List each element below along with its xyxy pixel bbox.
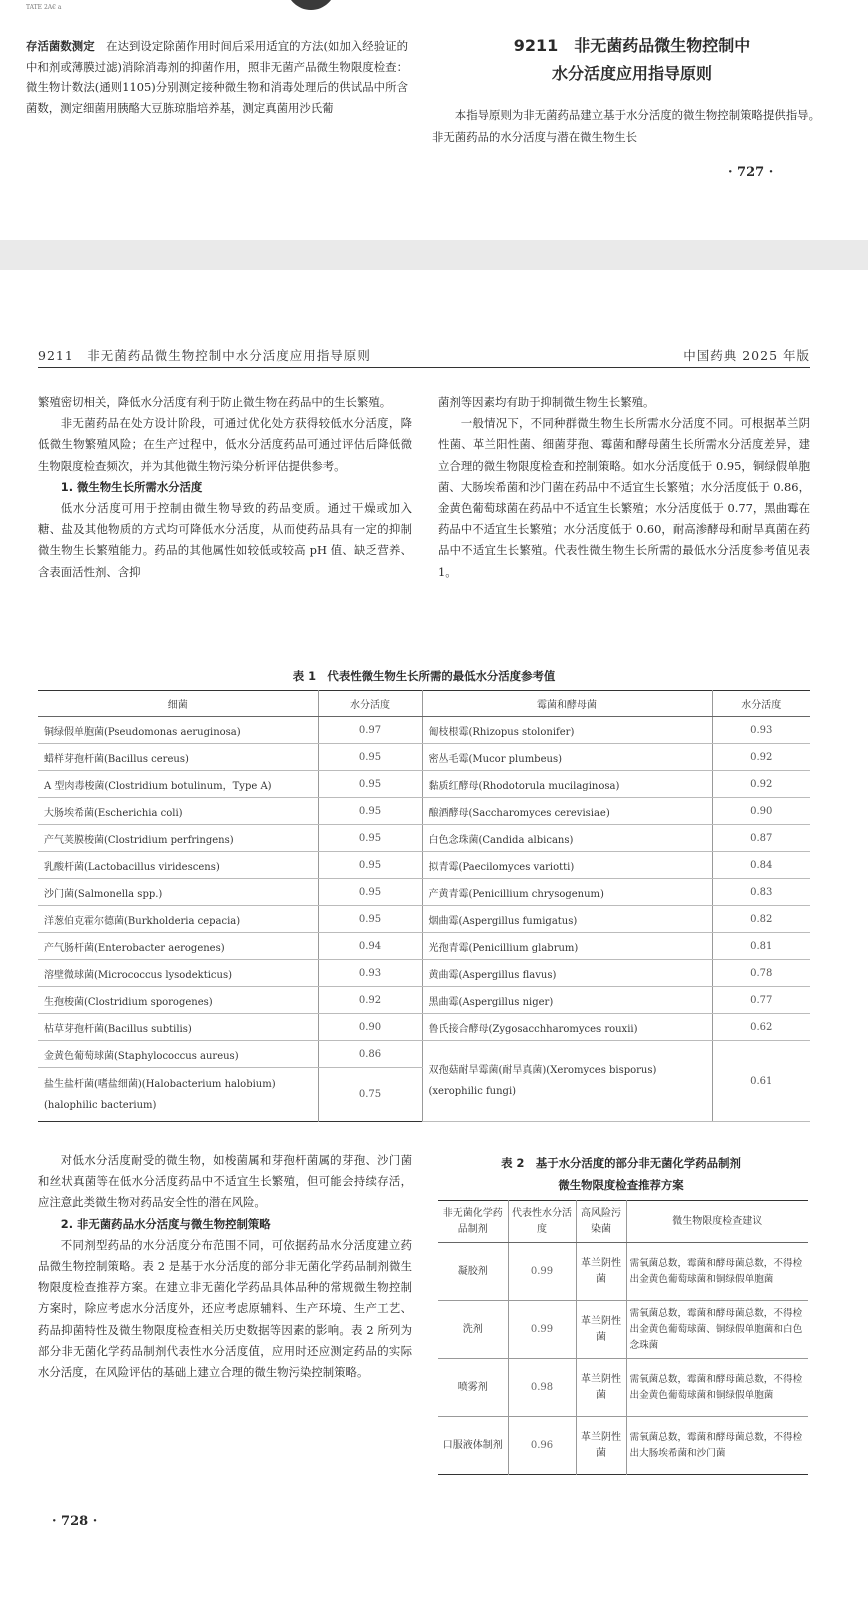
table-row [38, 771, 810, 798]
aw-cell: 0.77 [712, 987, 810, 1014]
test-advice-cell: 需氧菌总数，霉菌和酵母菌总数，不得检出金黄色葡萄球菌和铜绿假单胞菌 [626, 1243, 808, 1301]
bacteria-cell: 盐生盐杆菌(嗜盐细菌)(Halobacterium halobium)(halophilic bacterium) [44, 1078, 276, 1111]
aw-cell: 0.75 [318, 1068, 422, 1122]
column-header: 代表性水分活度 [508, 1201, 576, 1243]
table-row [38, 825, 810, 852]
table-row [438, 1301, 808, 1359]
paragraph: 低水分活度可用于控制由微生物导致的药品变质。通过干燥或加入糖、盐及其他物质的方式均可降低水分活度，从而使药品具有一定的抑制微生物生长繁殖能力。药品的其他属性如较低或较高 pH 值、缺乏营养、含表面活性剂、含抑 [38, 501, 412, 579]
table-row [38, 852, 810, 879]
table-1 [38, 690, 810, 1122]
test-advice-cell: 需氧菌总数，霉菌和酵母菌总数，不得检出金黄色葡萄球菌、铜绿假单胞菌和白色念珠菌 [626, 1301, 808, 1359]
aw-cell: 0.90 [712, 798, 810, 825]
fungi-cell: 黄曲霉(Aspergillus flavus) [422, 960, 712, 987]
page-gap [0, 240, 868, 270]
table-1-body [38, 717, 810, 1122]
aw-cell: 0.95 [318, 798, 422, 825]
table-header-row [438, 1201, 808, 1243]
aw-cell: 0.97 [318, 717, 422, 744]
paragraph: 菌剂等因素均有助于抑制微生物生长繁殖。 [438, 395, 655, 409]
dosage-form-cell: 喷雾剂 [438, 1359, 508, 1417]
survival-count-paragraph [26, 36, 408, 118]
bacteria-cell: 溶壁微球菌(Micrococcus lysodekticus) [38, 960, 318, 987]
bacteria-cell: 乳酸杆菌(Lactobacillus viridescens) [38, 852, 318, 879]
aw-cell: 0.95 [318, 852, 422, 879]
aw-cell: 0.95 [318, 906, 422, 933]
page-number: · 728 · [52, 1514, 98, 1529]
left-column-upper [38, 392, 412, 583]
table-row [38, 879, 810, 906]
table-row [438, 1417, 808, 1475]
page-number: · 727 · [728, 165, 774, 180]
table-row [38, 906, 810, 933]
table-row [438, 1359, 808, 1417]
aw-cell: 0.82 [712, 906, 810, 933]
bacteria-cell: 生孢梭菌(Clostridium sporogenes) [38, 987, 318, 1014]
aw-cell: 0.90 [318, 1014, 422, 1041]
aw-cell: 0.92 [712, 771, 810, 798]
aw-cell: 0.94 [318, 933, 422, 960]
bacteria-cell: 大肠埃希菌(Escherichia coli) [38, 798, 318, 825]
table-2-body [438, 1243, 808, 1475]
table-row [38, 960, 810, 987]
risk-organism-cell: 革兰阴性菌 [576, 1359, 626, 1417]
aw-cell: 0.96 [508, 1417, 576, 1475]
fungi-cell: 烟曲霉(Aspergillus fumigatus) [422, 906, 712, 933]
risk-organism-cell: 革兰阴性菌 [576, 1301, 626, 1359]
title-line-1: 9211 非无菌药品微生物控制中 [513, 36, 751, 55]
aw-cell: 0.81 [712, 933, 810, 960]
section-title [432, 32, 832, 88]
title-line-2: 水分活度应用指导原则 [551, 64, 712, 83]
paragraph: 一般情况下，不同种群微生物生长所需水分活度不同。可根据革兰阴性菌、革兰阳性菌、细菌芽孢、霉菌和酵母菌生长所需水分活度差异，建立合理的微生物限度检查和控制策略。如水分活度低于 0.95，铜绿假单胞菌、大肠埃希菌和沙门菌在药品中不适宜生长繁殖；水分活度低于 0.86，金黄色葡萄球菌在药品中不适宜生长繁殖；水分活度低于 0.77，黑曲霉在药品中不适宜生长繁殖；水分活度低于 0.60，耐高渗酵母和耐旱真菌在药品中不适宜生长繁殖。代表性微生物生长所需的最低水分活度参考值见表 1。 [438, 416, 810, 579]
left-column-lower [38, 1150, 412, 1383]
bacteria-cell: 蜡样芽孢杆菌(Bacillus cereus) [38, 744, 318, 771]
fungi-cell: 黏质红酵母(Rhodotorula mucilaginosa) [422, 771, 712, 798]
aw-cell: 0.87 [712, 825, 810, 852]
aw-cell: 0.93 [712, 717, 810, 744]
bacteria-cell: A 型肉毒梭菌(Clostridium botulinum，Type A) [38, 771, 318, 798]
dosage-form-cell: 凝胶剂 [438, 1243, 508, 1301]
fungi-cell: 光孢青霉(Penicillium glabrum) [422, 933, 712, 960]
table-row [38, 717, 810, 744]
fungi-cell: 双孢菇耐旱霉菌(耐旱真菌)(Xeromyces bisporus)(xerophilic fungi) [422, 1041, 712, 1122]
table-row [38, 987, 810, 1014]
camera-notch [286, 0, 336, 10]
bacteria-cell: 金黄色葡萄球菌(Staphylococcus aureus) [38, 1041, 318, 1068]
paragraph: 非无菌药品在处方设计阶段，可通过优化处方获得较低水分活度，降低微生物繁殖风险；在生产过程中，低水分活度药品可通过评估后降低微生物限度检查频次，并为其他微生物污染分析评估提供参考。 [38, 416, 412, 473]
aw-cell: 0.95 [318, 744, 422, 771]
table-row [38, 933, 810, 960]
section-heading-2: 2. 非无菌药品水分活度与微生物控制策略 [60, 1216, 271, 1231]
fungi-cell: 白色念珠菌(Candida albicans) [422, 825, 712, 852]
paragraph: 繁殖密切相关，降低水分活度有利于防止微生物在药品中的生长繁殖。 [38, 395, 392, 409]
caption-line-1: 表 2 基于水分活度的部分非无菌化学药品制剂 [501, 1156, 741, 1170]
caption-line-2: 微生物限度检查推荐方案 [558, 1178, 684, 1192]
aw-cell: 0.92 [318, 987, 422, 1014]
test-advice-cell: 需氧菌总数，霉菌和酵母菌总数，不得检出金黄色葡萄球菌和铜绿假单胞菌 [626, 1359, 808, 1417]
page-727-fragment [0, 0, 868, 240]
column-header: 非无菌化学药品制剂 [438, 1201, 508, 1243]
bacteria-cell: 铜绿假单胞菌(Pseudomonas aeruginosa) [38, 717, 318, 744]
bacteria-cell: 沙门菌(Salmonella spp.) [38, 879, 318, 906]
aw-cell: 0.93 [318, 960, 422, 987]
fungi-cell: 黑曲霉(Aspergillus niger) [422, 987, 712, 1014]
dosage-form-cell: 洗剂 [438, 1301, 508, 1359]
paragraph: 对低水分活度耐受的微生物，如梭菌属和芽孢杆菌属的芽孢、沙门菌和丝状真菌等在低水分活度药品中不适宜生长繁殖，但可能会持续存活，应注意此类微生物对药品安全性的潜在风险。 [38, 1153, 412, 1210]
column-header: 微生物限度检查建议 [626, 1201, 808, 1243]
aw-cell: 0.62 [712, 1014, 810, 1041]
fungi-cell: 拟青霉(Paecilomyces variotti) [422, 852, 712, 879]
paragraph: 不同剂型药品的水分活度分布范围不同，可依据药品水分活度建立药品微生物控制策略。表 2 是基于水分活度的部分非无菌化学药品制剂微生物限度检查推荐方案。在建立非无菌化学药品具体品种的常规微生物控制方案时，除应考虑水分活度外，还应考虑原辅料、生产环境、生产工艺、药品抑菌特性及微生物限度检查相关历史数据等因素的影响。表 2 所列为部分非无菌化学药品制剂代表性水分活度值，应用时还应测定药品的实际水分活度，在风险评估的基础上建立合理的微生物污染控制策略。 [38, 1237, 412, 1380]
table-row [38, 1041, 810, 1068]
aw-cell: 0.86 [318, 1041, 422, 1068]
aw-cell: 0.95 [318, 825, 422, 852]
aw-cell: 0.99 [508, 1301, 576, 1359]
aw-cell: 0.78 [712, 960, 810, 987]
bacteria-cell: 洋葱伯克霍尔德菌(Burkholderia cepacia) [38, 906, 318, 933]
aw-cell: 0.84 [712, 852, 810, 879]
dosage-form-cell: 口服液体制剂 [442, 1439, 503, 1451]
fungi-cell: 密丛毛霉(Mucor plumbeus) [422, 744, 712, 771]
table-header-row [38, 691, 810, 717]
table-row [38, 798, 810, 825]
fungi-cell: 鲁氏接合酵母(Zygosacchharomyces rouxii) [422, 1014, 712, 1041]
column-header: 水分活度 [318, 691, 422, 717]
aw-cell: 0.95 [318, 771, 422, 798]
aw-cell: 0.83 [712, 879, 810, 906]
risk-organism-cell: 革兰阴性菌 [576, 1243, 626, 1301]
paragraph-lead: 存活菌数测定 [26, 39, 95, 53]
right-column-upper [438, 392, 810, 583]
aw-cell: 0.99 [508, 1243, 576, 1301]
fungi-cell: 匍枝根霉(Rhizopus stolonifer) [422, 717, 712, 744]
table-2 [438, 1200, 808, 1475]
running-header-title: 9211 非无菌药品微生物控制中水分活度应用指导原则 [38, 348, 371, 363]
fungi-cell: 产黄青霉(Penicillium chrysogenum) [422, 879, 712, 906]
column-header: 细菌 [38, 691, 318, 717]
paragraph-body: 在达到设定除菌作用时间后采用适宜的方法(如加入经验证的中和剂或薄膜过滤)消除消毒剂的抑菌作用，照非无菌产品微生物限度检查：微生物计数法(通则1105)分别测定接种微生物和消毒处理后的供试品中所含菌数，测定细菌用胰酪大豆胨琼脂培养基，测定真菌用沙氏葡 [26, 39, 408, 115]
test-advice-cell: 需氧菌总数，霉菌和酵母菌总数，不得检出大肠埃希菌和沙门菌 [626, 1417, 808, 1475]
table-1-caption: 表 1 代表性微生物生长所需的最低水分活度参考值 [292, 669, 556, 683]
aw-cell: 0.92 [712, 744, 810, 771]
aw-cell: 0.61 [712, 1041, 810, 1122]
running-header [38, 346, 810, 368]
intro-paragraph: 本指导原则为非无菌药品建立基于水分活度的微生物控制策略提供指导。非无菌药品的水分活度与潜在微生物生长 [432, 108, 820, 144]
section-heading-1: 1. 微生物生长所需水分活度 [60, 479, 203, 494]
column-header: 水分活度 [712, 691, 810, 717]
fungi-cell: 酿酒酵母(Saccharomyces cerevisiae) [422, 798, 712, 825]
bacteria-cell: 产气荚膜梭菌(Clostridium perfringens) [38, 825, 318, 852]
table-row [38, 1014, 810, 1041]
running-header-edition: 中国药典 2025 年版 [683, 348, 810, 363]
aw-cell: 0.95 [318, 879, 422, 906]
corner-mark: TATE 2A€ a [26, 4, 62, 11]
column-header: 霉菌和酵母菌 [422, 691, 712, 717]
bacteria-cell: 枯草芽孢杆菌(Bacillus subtilis) [38, 1014, 318, 1041]
table-row [438, 1243, 808, 1301]
aw-cell: 0.98 [508, 1359, 576, 1417]
column-header: 高风险污染菌 [576, 1201, 626, 1243]
table-2-caption [432, 1152, 810, 1196]
table-row [38, 744, 810, 771]
risk-organism-cell: 革兰阴性菌 [576, 1417, 626, 1475]
bacteria-cell: 产气肠杆菌(Enterobacter aerogenes) [38, 933, 318, 960]
